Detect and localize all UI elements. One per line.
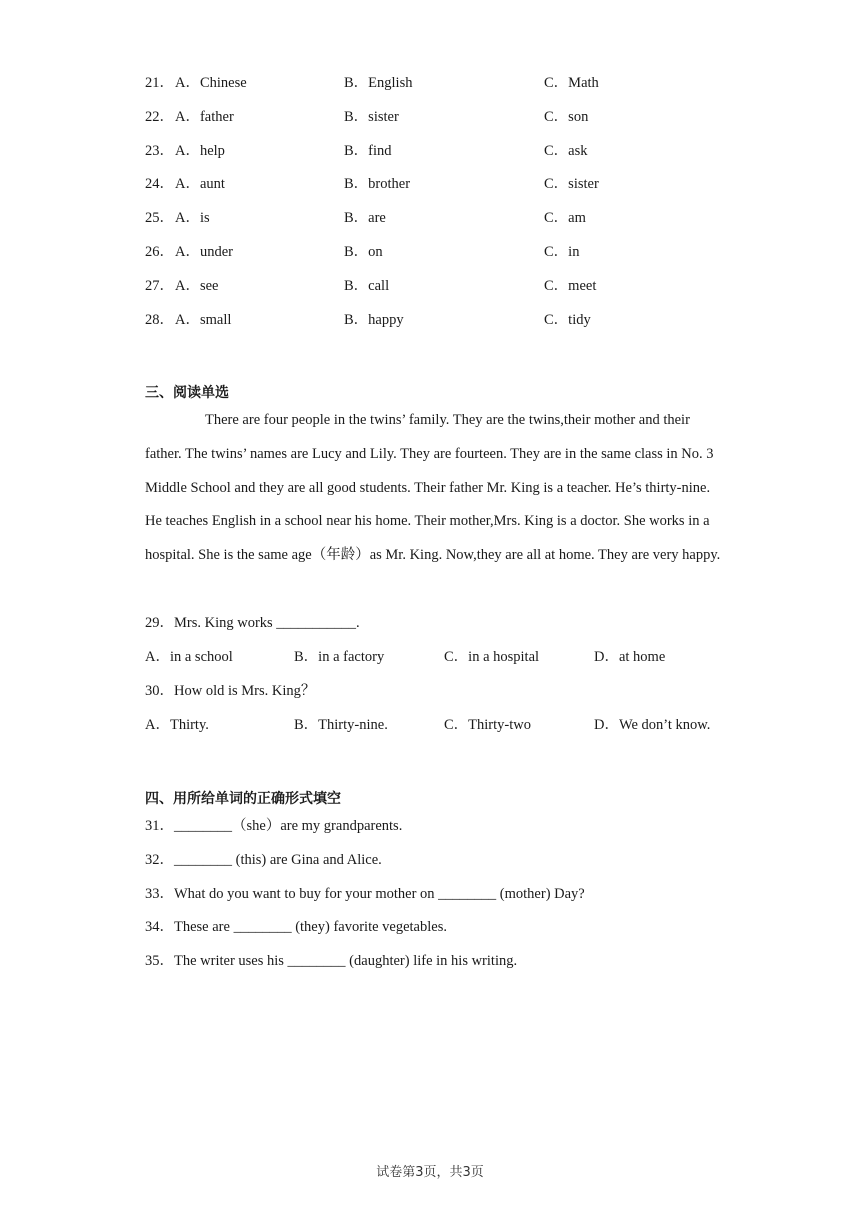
option-c: C．in xyxy=(544,244,580,260)
option-b: B．find xyxy=(344,143,392,159)
fill-item-text: 35．The writer uses his ________ (daughter) life in his writing. xyxy=(145,953,518,969)
option-c: C．am xyxy=(544,210,586,226)
option-b: B．Thirty-nine. xyxy=(294,717,388,733)
option-c: C．sister xyxy=(544,176,599,192)
question-number: 28． xyxy=(145,312,174,328)
fill-item-34 xyxy=(0,916,860,938)
option-c: C．in a hospital xyxy=(444,649,540,665)
option-row-27 xyxy=(0,275,860,297)
fill-item-text: 34．These are ________ (they) favorite vegetables. xyxy=(145,919,447,935)
question-stem: 29．Mrs. King works ___________. xyxy=(145,615,360,631)
question-number: 26． xyxy=(145,244,174,260)
page-footer: 试卷第3页，共3页 xyxy=(376,1165,484,1180)
option-row-21 xyxy=(0,72,860,94)
option-b: B．in a factory xyxy=(294,649,385,665)
fill-item-text: 32．________ (this) are Gina and Alice. xyxy=(145,852,382,868)
option-row-23 xyxy=(0,140,860,162)
option-b: B．happy xyxy=(344,312,404,328)
reading-passage: There are four people in the twins’ family. They are the twins,their mother and their father. The twins’ names are Lucy and Lily. They are fourteen. They are in the same class in No. 3 Middle School and they are all good students. Their father Mr. King is a teacher. He’s thirty-nine. He teaches English in a school near his home. Their mother,Mrs. King is a doctor. She works in a hospital. She is the same age（年龄）as Mr. King. Now,they are all at home. They are very happy. xyxy=(145,412,721,564)
question-number: 21． xyxy=(145,75,174,91)
option-a: A．small xyxy=(175,312,232,328)
question-number: 25． xyxy=(145,210,174,226)
question-stem: 30．How old is Mrs. King？ xyxy=(145,683,316,699)
option-c: C．Thirty-two xyxy=(444,717,531,733)
option-b: B．call xyxy=(344,278,390,294)
option-c: C．son xyxy=(544,109,589,125)
option-c: C．meet xyxy=(544,278,597,294)
fill-item-35 xyxy=(0,950,860,972)
question-number: 22． xyxy=(145,109,174,125)
option-a: A．is xyxy=(175,210,210,226)
option-row-28 xyxy=(0,309,860,331)
fill-item-text: 33．What do you want to buy for your mother on ________ (mother) Day? xyxy=(145,886,585,902)
question-30 xyxy=(0,680,860,702)
option-b: B．brother xyxy=(344,176,411,192)
option-a: A．father xyxy=(175,109,234,125)
option-b: B．English xyxy=(344,75,413,91)
option-row-25 xyxy=(0,207,860,229)
fill-item-33 xyxy=(0,883,860,905)
option-c: C．Math xyxy=(544,75,599,91)
option-a: A．Thirty. xyxy=(145,717,209,733)
option-d: D．We don’t know. xyxy=(594,717,711,733)
question-30-options xyxy=(0,714,860,736)
fill-item-31 xyxy=(0,815,860,837)
section-heading-fill-in: 四、用所给单词的正确形式填空 xyxy=(145,791,341,807)
fill-item-32 xyxy=(0,849,860,871)
option-a: A．aunt xyxy=(175,176,225,192)
option-row-26 xyxy=(0,241,860,263)
question-number: 23． xyxy=(145,143,174,159)
question-number: 24． xyxy=(145,176,174,192)
option-a: A．see xyxy=(175,278,219,294)
question-29-options xyxy=(0,646,860,668)
option-b: B．on xyxy=(344,244,383,260)
option-a: A．help xyxy=(175,143,225,159)
option-d: D．at home xyxy=(594,649,666,665)
fill-item-text: 31．________（she）are my grandparents. xyxy=(145,818,403,834)
option-a: A．Chinese xyxy=(175,75,247,91)
option-c: C．ask xyxy=(544,143,588,159)
question-29 xyxy=(0,612,860,634)
option-b: B．sister xyxy=(344,109,399,125)
option-a: A．under xyxy=(175,244,233,260)
option-b: B．are xyxy=(344,210,386,226)
section-heading-reading: 三、阅读单选 xyxy=(145,385,229,401)
option-c: C．tidy xyxy=(544,312,591,328)
option-row-24 xyxy=(0,173,860,195)
question-number: 27． xyxy=(145,278,174,294)
option-a: A．in a school xyxy=(145,649,233,665)
option-row-22 xyxy=(0,106,860,128)
